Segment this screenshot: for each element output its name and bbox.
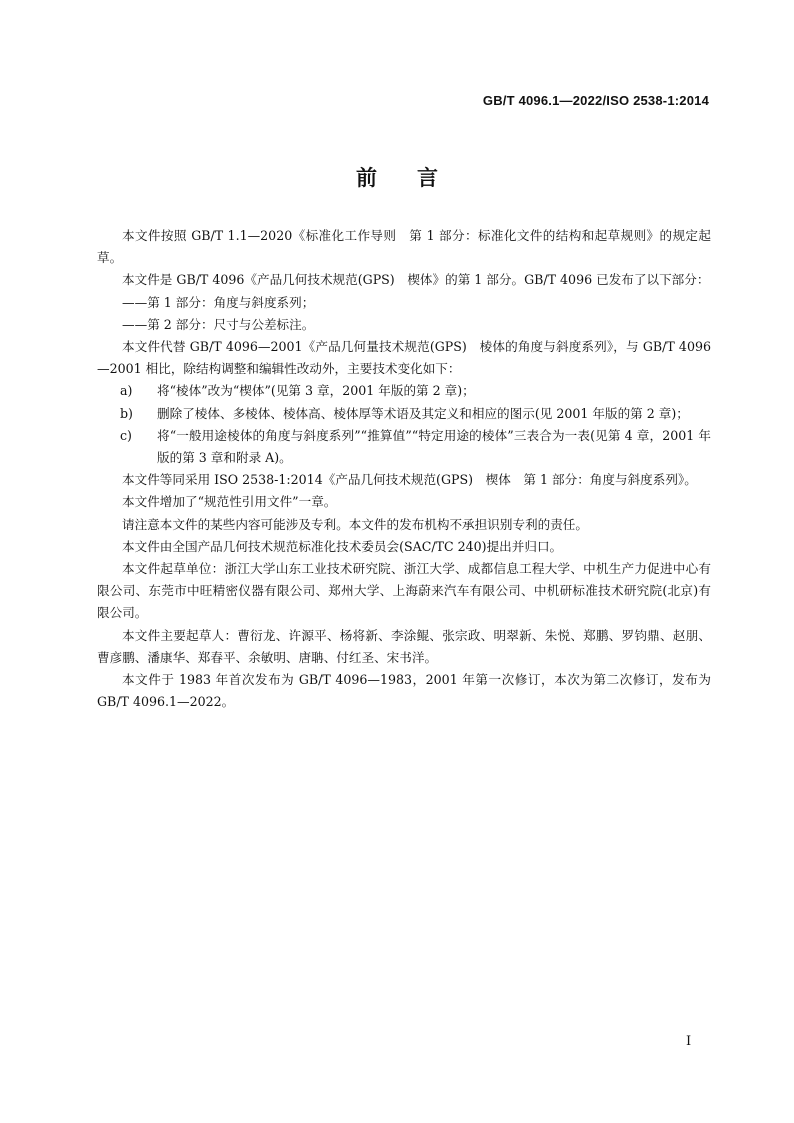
paragraph: 本文件等同采用 ISO 2538-1:2014《产品几何技术规范(GPS) 楔体 第 1 部分：角度与斜度系列》。: [122, 472, 697, 488]
title-char-1: 前: [356, 166, 377, 190]
change-text: 删除了棱体、多棱体、棱体高、棱体厚等术语及其定义和相应的图示(见 2001 年版的第 2 章)；: [157, 405, 689, 421]
paragraph: 请注意本文件的某些内容可能涉及专利。本文件的发布机构不承担识别专利的责任。: [122, 516, 588, 532]
paragraph: 本文件于 1983 年首次发布为 GB/T 4096—1983，2001 年第一次修订，本次为第二次修订，发布为 GB/T 4096.1—2022。: [97, 672, 711, 710]
paragraph: 本文件主要起草人：曹衍龙、许源平、杨将新、李涂鲲、张宗政、明翠新、朱悦、郑鹏、罗钧鼎、赵朋、曹彦鹏、潘康华、郑春平、余敏明、唐聃、付红圣、宋书洋。: [97, 627, 711, 665]
change-label: c): [120, 427, 132, 443]
title-char-2: 言: [417, 166, 438, 190]
paragraph: 本文件是 GB/T 4096《产品几何技术规范(GPS) 楔体》的第 1 部分。GB/T 4096 已发布了以下部分：: [122, 272, 710, 288]
paragraph: 本文件起草单位：浙江大学山东工业技术研究院、浙江大学、成都信息工程大学、中机生产力促进中心有限公司、东莞市中旺精密仪器有限公司、郑州大学、上海蔚来汽车有限公司、中机研标准技术研究院(北京)有限公司。: [97, 561, 711, 621]
paragraph: 本文件增加了“规范性引用文件”一章。: [122, 494, 337, 510]
standard-number: GB/T 4096.1—2022/ISO 2538-1:2014: [482, 93, 709, 108]
list-item: ——第 1 部分：角度与斜度系列；: [122, 294, 315, 310]
paragraph: 本文件代替 GB/T 4096—2001《产品几何量技术规范(GPS) 棱体的角度与斜度系列》，与 GB/T 4096—2001 相比，除结构调整和编辑性改动外，主要技术变化如下：: [97, 339, 711, 377]
change-label: b): [120, 405, 133, 421]
change-item: [97, 380, 711, 402]
paragraph: 本文件按照 GB/T 1.1—2020《标准化工作导则 第 1 部分：标准化文件的结构和起草规则》的规定起草。: [97, 228, 711, 266]
list-item: ——第 2 部分：尺寸与公差标注。: [122, 316, 315, 332]
document-body: [97, 225, 711, 713]
change-text: 将“棱体”改为“楔体”(见第 3 章，2001 年版的第 2 章)；: [157, 383, 475, 399]
paragraph: 本文件由全国产品几何技术规范标准化技术委员会(SAC/TC 240)提出并归口。: [122, 538, 563, 554]
change-label: a): [120, 383, 133, 399]
change-text: 将“一般用途棱体的角度与斜度系列”“推算值”“特定用途的棱体”三表合为一表(见第 4 章，2001 年版的第 3 章和附录 A)。: [157, 427, 711, 466]
change-item: [97, 403, 711, 425]
change-item: [97, 425, 711, 469]
page-title: [0, 162, 794, 192]
page-number: I: [686, 1034, 692, 1049]
